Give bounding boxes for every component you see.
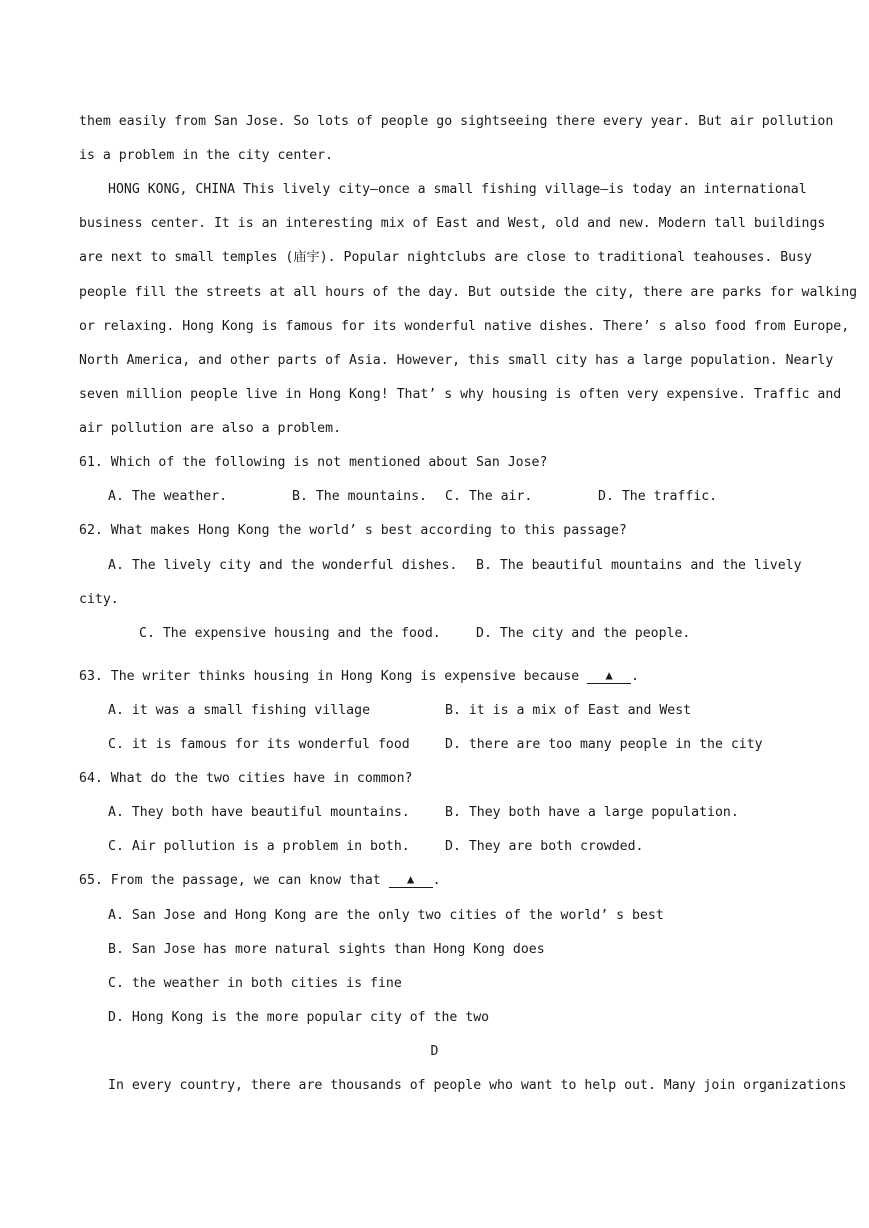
q65-option-a: A. San Jose and Hong Kong are the only two cities of the world’ s best (108, 908, 664, 923)
q65-option-d: D. Hong Kong is the more popular city of the two (108, 1010, 490, 1025)
passage-line: them easily from San Jose. So lots of people go sightseeing there every year. But air pollution (79, 114, 834, 129)
q63-option-a: A. it was a small fishing village (108, 703, 371, 718)
q61-option-c: C. The air. (445, 489, 533, 504)
triangle-icon: ▲ (605, 668, 613, 682)
q64-option-c: C. Air pollution is a problem in both. (108, 839, 410, 854)
q62-option-c: C. The expensive housing and the food. (139, 626, 441, 641)
passage-line: business center. It is an interesting mix of East and West, old and new. Modern tall buildings (79, 216, 826, 231)
q65-stem-text: 65. From the passage, we can know that (79, 873, 381, 888)
q63-option-c: C. it is famous for its wonderful food (108, 737, 410, 752)
question-62-stem: 62. What makes Hong Kong the world’ s best according to this passage? (79, 523, 627, 538)
question-64-stem: 64. What do the two cities have in common? (79, 771, 413, 786)
q65-period: . (432, 873, 441, 888)
q63-option-d: D. there are too many people in the city (445, 737, 763, 752)
q65-option-b: B. San Jose has more natural sights than Hong Kong does (108, 942, 545, 957)
q65-option-c: C. the weather in both cities is fine (108, 976, 402, 991)
passage-line: North America, and other parts of Asia. However, this small city has a large population. Nearly (79, 353, 834, 368)
q63-stem-text: 63. The writer thinks housing in Hong Kong is expensive because (79, 669, 580, 684)
passage-d-first-line: In every country, there are thousands of people who want to help out. Many join organizations (108, 1078, 847, 1093)
q62-option-d: D. The city and the people. (476, 626, 691, 641)
q62-option-a: A. The lively city and the wonderful dishes. (108, 558, 458, 573)
passage-line: are next to small temples (庙宇). Popular nightclubs are close to traditional teahouses. Busy (79, 250, 812, 265)
q64-option-b: B. They both have a large population. (445, 805, 739, 820)
passage-d-heading: D (430, 1044, 439, 1059)
q62-option-b: B. The beautiful mountains and the lively (476, 558, 802, 573)
q63-option-b: B. it is a mix of East and West (445, 703, 692, 718)
passage-line: seven million people live in Hong Kong! That’ s why housing is often very expensive. Traffic and (79, 387, 842, 402)
q61-option-b: B. The mountains. (292, 489, 427, 504)
q64-option-d: D. They are both crowded. (445, 839, 644, 854)
question-61-stem: 61. Which of the following is not mentioned about San Jose? (79, 455, 548, 470)
q62-option-b-continued: city. (79, 592, 119, 607)
passage-line: air pollution are also a problem. (79, 421, 342, 436)
question-65-stem (79, 872, 441, 890)
q63-answer-blank (587, 668, 631, 684)
triangle-icon: ▲ (407, 872, 415, 886)
q61-option-a: A. The weather. (108, 489, 228, 504)
q63-period: . (631, 669, 640, 684)
passage-line: HONG KONG, CHINA This lively city—once a small fishing village—is today an international (108, 182, 807, 197)
q65-answer-blank (389, 872, 433, 888)
passage-line: or relaxing. Hong Kong is famous for its wonderful native dishes. There’ s also food from Europe, (79, 319, 850, 334)
passage-line: people fill the streets at all hours of the day. But outside the city, there are parks for walking (79, 285, 858, 300)
q61-option-d: D. The traffic. (598, 489, 718, 504)
passage-line: is a problem in the city center. (79, 148, 334, 163)
question-63-stem (79, 668, 639, 686)
q64-option-a: A. They both have beautiful mountains. (108, 805, 410, 820)
